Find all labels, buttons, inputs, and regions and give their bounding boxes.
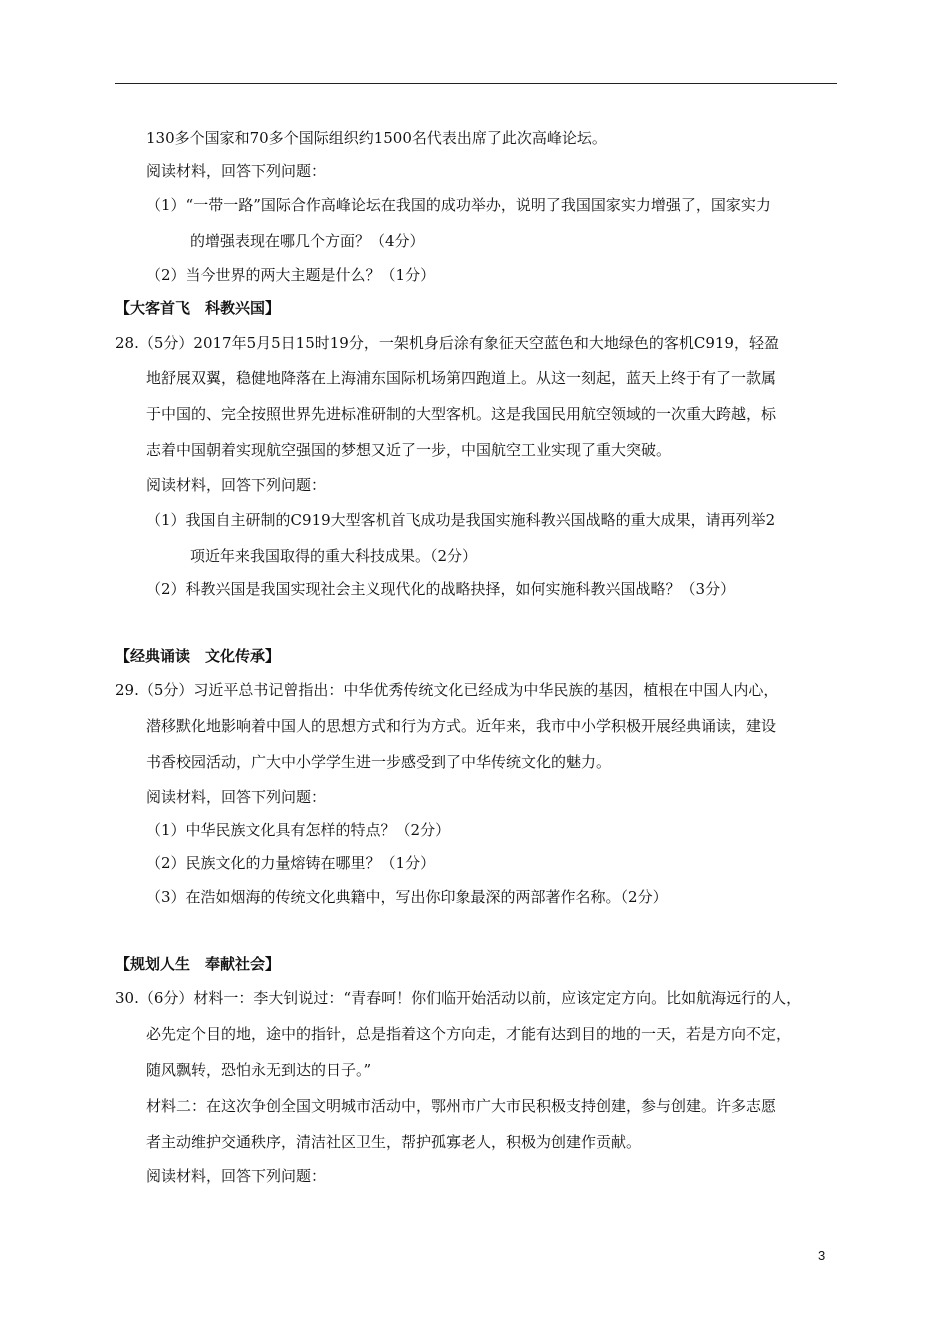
text-line: 阅读材料，回答下列问题： xyxy=(146,788,327,806)
text-line: 必先定个目的地，途中的指针，总是指着这个方向走，才能有达到目的地的一天，若是方向不定， xyxy=(146,1025,792,1043)
text-line: 阅读材料，回答下列问题： xyxy=(146,162,327,180)
text-line: 的增强表现在哪几个方面？（4分） xyxy=(190,232,425,250)
text-line: 项近年来我国取得的重大科技成果。（2分） xyxy=(190,547,478,565)
question-28-2: （2）科教兴国是我国实现社会主义现代化的战略抉择，如何实施科教兴国战略？（3分） xyxy=(146,580,736,598)
section-heading: 【经典诵读 文化传承】 xyxy=(115,647,281,665)
page-number: 3 xyxy=(818,1248,826,1263)
question-28-1: （1）我国自主研制的C919大型客机首飞成功是我国实施科教兴国战略的重大成果，请再列举2 xyxy=(146,511,776,529)
text-line: 材料二：在这次争创全国文明城市活动中，鄂州市广大市民积极支持创建，参与创建。许多志愿 xyxy=(146,1097,777,1115)
text-line: 志着中国朝着实现航空强国的梦想又近了一步，中国航空工业实现了重大突破。 xyxy=(146,441,672,459)
text-line: 130多个国家和70多个国际组织约1500名代表出席了此次高峰论坛。 xyxy=(146,129,607,147)
question-27-2: （2）当今世界的两大主题是什么？（1分） xyxy=(146,266,436,284)
text-line: 书香校园活动，广大中小学学生进一步感受到了中华传统文化的魅力。 xyxy=(146,753,612,771)
question-29: 29.（5分）习近平总书记曾指出：中华优秀传统文化已经成为中华民族的基因，植根在中国人内心， xyxy=(115,681,779,699)
text-line: 随风飘转，恐怕永无到达的日子。” xyxy=(146,1061,372,1079)
question-29-1: （1）中华民族文化具有怎样的特点？（2分） xyxy=(146,821,451,839)
section-heading: 【规划人生 奉献社会】 xyxy=(115,955,281,973)
question-30: 30.（6分）材料一：李大钊说过：“青春呵！你们临开始活动以前，应该定定方向。比如航海远行的人， xyxy=(115,989,802,1007)
question-29-3: （3）在浩如烟海的传统文化典籍中，写出你印象最深的两部著作名称。（2分） xyxy=(146,888,668,906)
header-rule xyxy=(115,83,837,84)
text-line: 者主动维护交通秩序，清洁社区卫生，帮护孤寡老人，积极为创建作贡献。 xyxy=(146,1133,642,1151)
text-line: 阅读材料，回答下列问题： xyxy=(146,1167,327,1185)
section-heading: 【大客首飞 科教兴国】 xyxy=(115,299,281,317)
question-29-2: （2）民族文化的力量熔铸在哪里？（1分） xyxy=(146,854,436,872)
question-27-1: （1）“一带一路”国际合作高峰论坛在我国的成功举办，说明了我国国家实力增强了，国家实力 xyxy=(146,196,771,214)
text-line: 于中国的、完全按照世界先进标准研制的大型客机。这是我国民用航空领域的一次重大跨越，标 xyxy=(146,405,777,423)
text-line: 地舒展双翼，稳健地降落在上海浦东国际机场第四跑道上。从这一刻起，蓝天上终于有了一款属 xyxy=(146,369,777,387)
question-28: 28.（5分）2017年5月5日15时19分，一架机身后涂有象征天空蓝色和大地绿色的客机C919，轻盈 xyxy=(115,334,779,352)
text-line: 阅读材料，回答下列问题： xyxy=(146,476,327,494)
text-line: 潜移默化地影响着中国人的思想方式和行为方式。近年来，我市中小学积极开展经典诵读，建设 xyxy=(146,717,777,735)
